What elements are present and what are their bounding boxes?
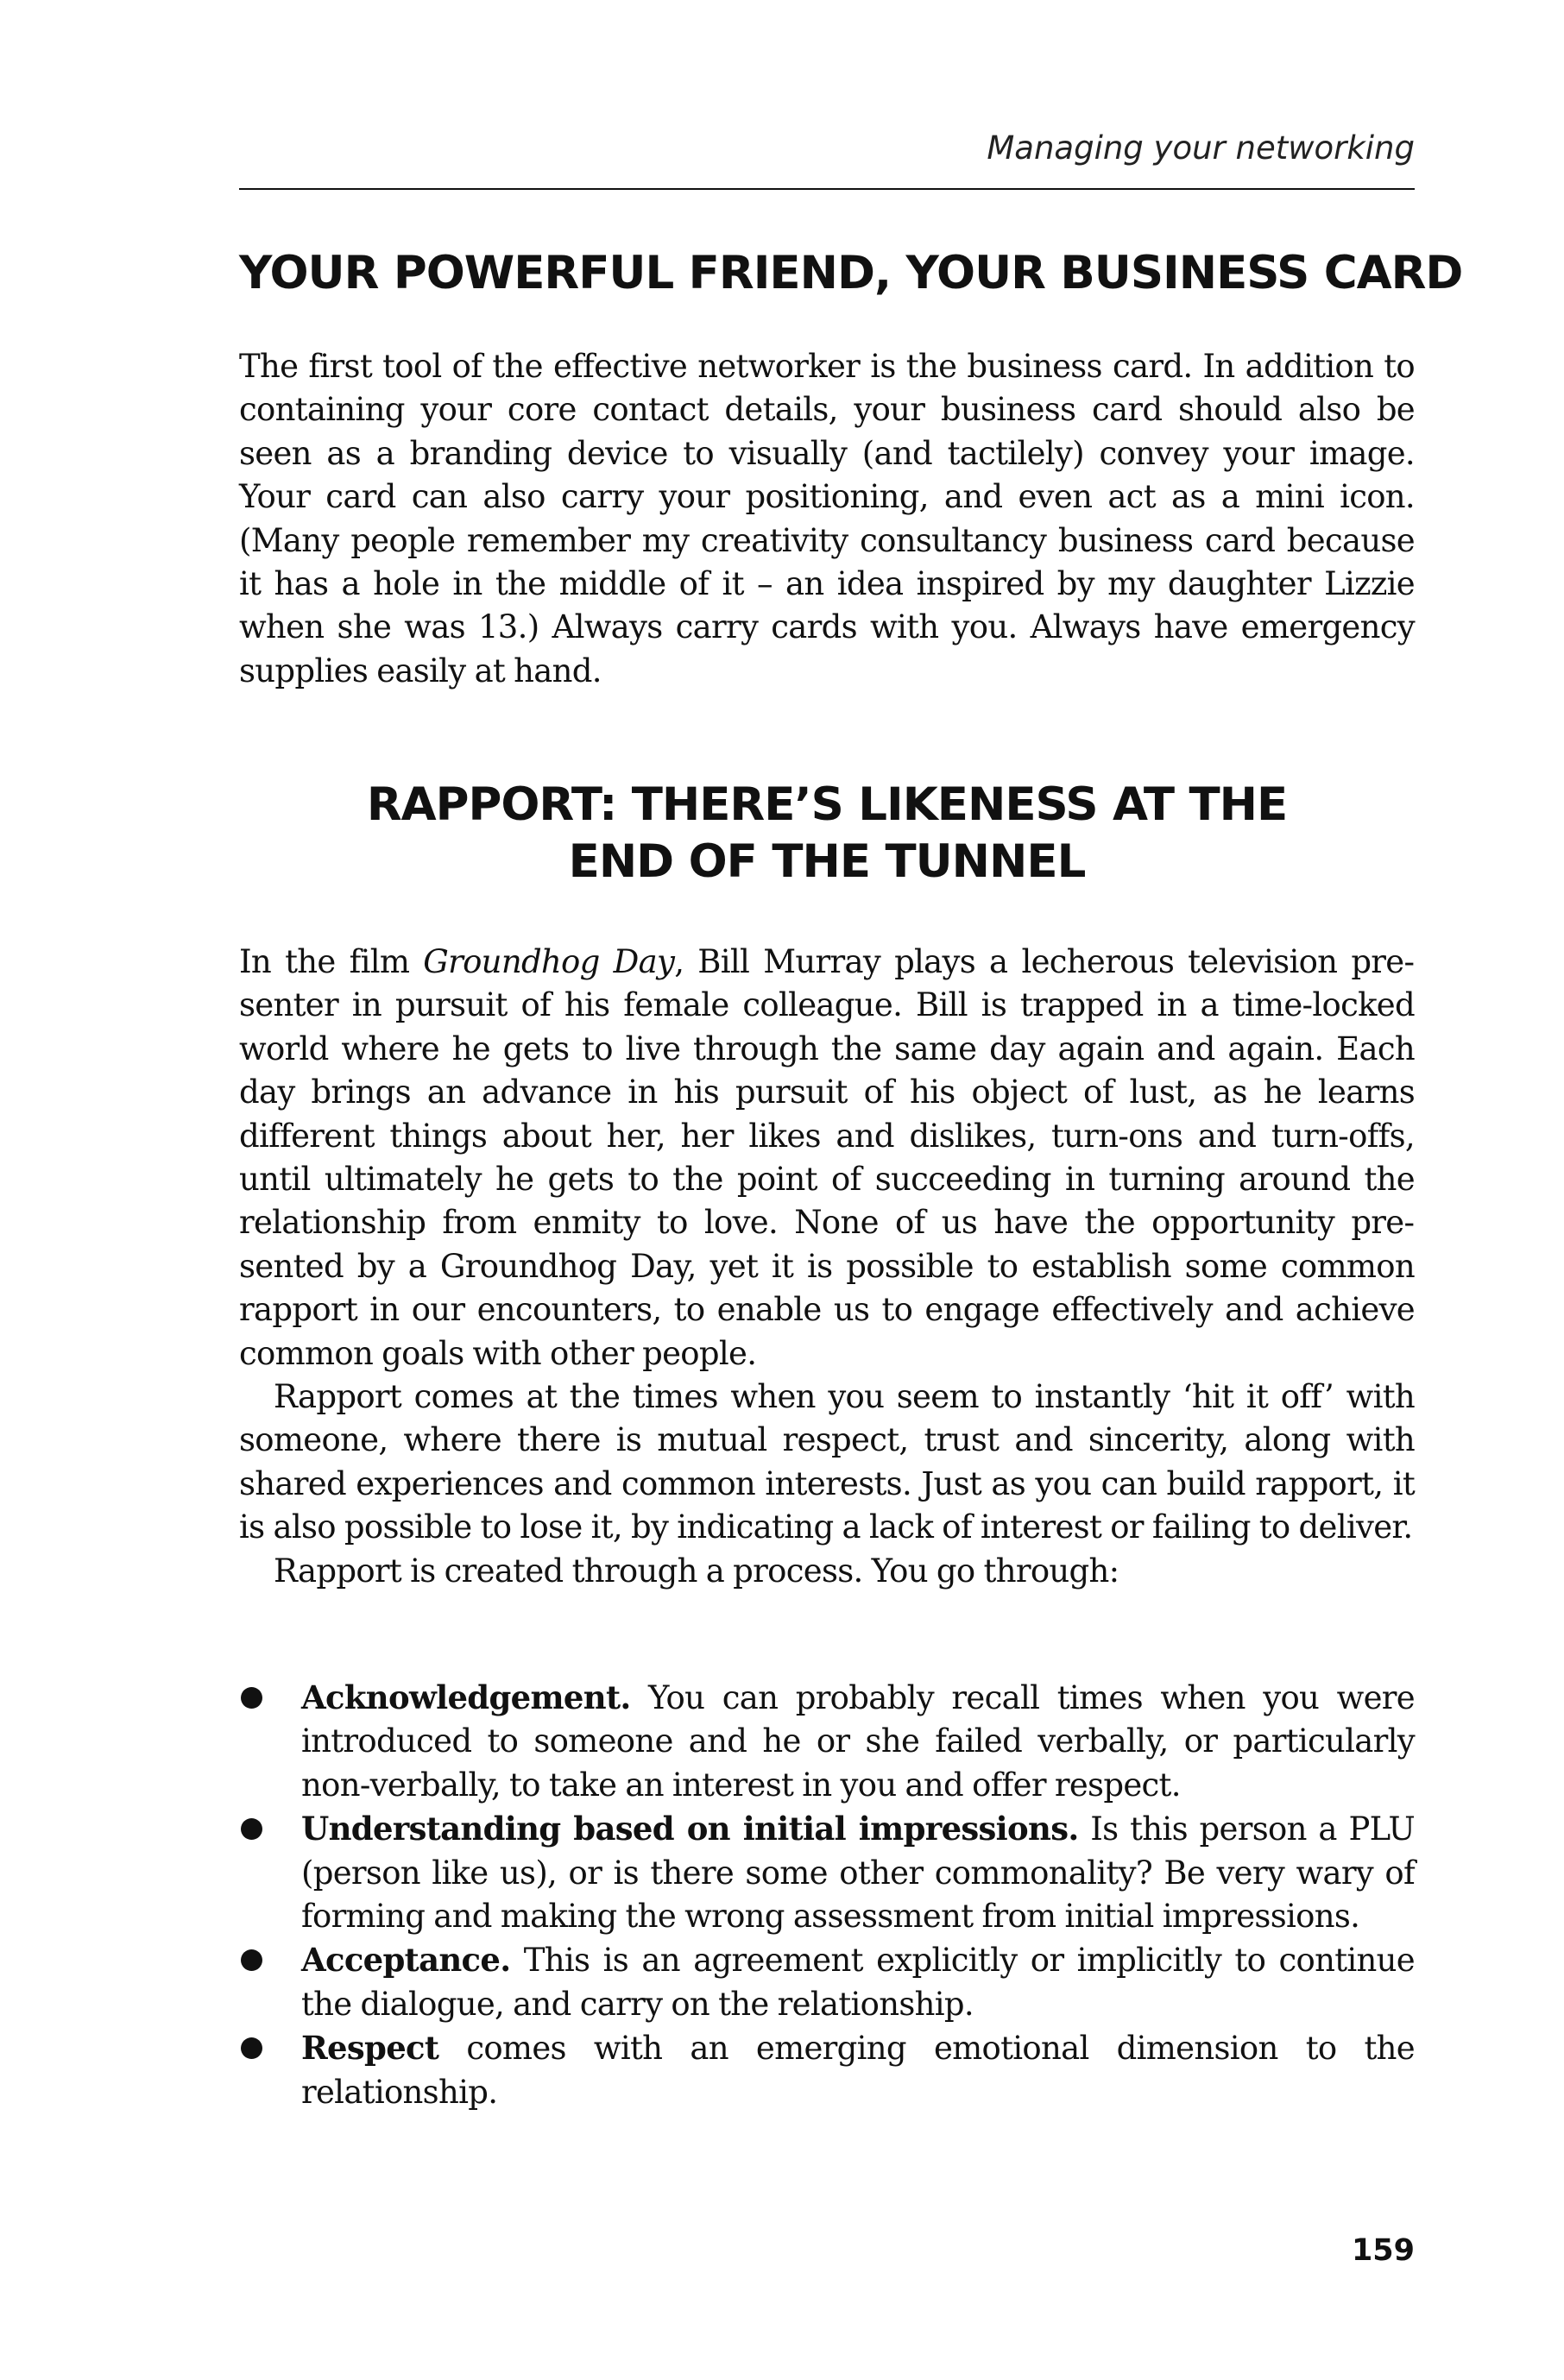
section-heading-rapport-line1: RAPPORT: THERE’S LIKENESS AT THE bbox=[366, 778, 1288, 831]
list-item bbox=[239, 1807, 1415, 1938]
header-rule bbox=[239, 188, 1415, 190]
paragraph-rapport-definition: Rapport comes at the times when you seem to instantly ‘hit it off’ with someone, where there is mutual respect, trust and sincerity, along with shared experiences and common interests. Just as you can build rapport, it is also possible to lose it, by indicating a lack of interest or failing to deliver. bbox=[239, 1378, 1415, 1546]
section-heading-rapport-line2: END OF THE TUNNEL bbox=[568, 835, 1086, 888]
film-title: Groundhog Day bbox=[423, 943, 675, 980]
paragraph-groundhog-day-start: In the film bbox=[239, 943, 424, 980]
book-page bbox=[239, 0, 1463, 2380]
list-item-lead: Acceptance. bbox=[301, 1941, 511, 1980]
paragraph-groundhog-day bbox=[239, 941, 1415, 1376]
section-body-business-card bbox=[239, 345, 1415, 693]
paragraph-rapport-process: Rapport is created through a process. You go through: bbox=[274, 1552, 1119, 1590]
list-item-lead: Understanding based on initial impressions. bbox=[301, 1810, 1079, 1848]
section-heading-rapport bbox=[239, 777, 1415, 891]
page-number: 159 bbox=[1351, 2233, 1415, 2268]
section-body-rapport bbox=[239, 941, 1415, 1593]
list-item bbox=[239, 2026, 1415, 2114]
list-item-text: Is this person a PLU (person like us), or is there some other commonality? Be very wary of forming and making the wrong assessment from initial impressions. bbox=[301, 1810, 1416, 1936]
section-heading-business-card: YOUR POWERFUL FRIEND, YOUR BUSINESS CARD bbox=[239, 247, 1463, 299]
list-item-lead: Acknowledgement. bbox=[301, 1678, 631, 1716]
list-item-text: comes with an emerging emotional dimension to the relationship. bbox=[301, 2030, 1415, 2111]
list-item bbox=[239, 1938, 1415, 2026]
list-item bbox=[239, 1676, 1415, 1807]
paragraph-groundhog-day-rest: , Bill Murray plays a lecherous television presenter in pursuit of his female colleague. Bill is trapped in a time-locked world where he gets to live through the same day again and again. Each day brings an advance in his pursuit of his object of lust, as he learns different things about her, her likes and dislikes, turn-ons and turn-offs, until ultimately he gets to the point of succeeding in turning around the relationship from enmity to love. None of us have the opportunity presented by a Groundhog Day, yet it is possible to establish some common rapport in our encounters, to enable us to engage effectively and achieve common goals with other people. bbox=[239, 943, 1415, 1372]
list-item-text: This is an agreement explicitly or implicitly to continue the dialogue, and carry on the relationship. bbox=[301, 1942, 1415, 2023]
list-item-text: You can probably recall times when you were introduced to someone and he or she failed verbally, or particularly non-verbally, to take an interest in you and offer respect. bbox=[301, 1679, 1415, 1804]
bullet-icon bbox=[241, 1949, 262, 1971]
bullet-icon bbox=[241, 1818, 262, 1840]
rapport-process-list bbox=[239, 1676, 1415, 2114]
running-head: Managing your networking bbox=[987, 129, 1415, 167]
bullet-icon bbox=[241, 1687, 262, 1709]
paragraph-business-card: The first tool of the effective networker is the business card. In addition to containing your core contact details, your business card should also be seen as a branding device to visually (and tactilely) convey your image. Your card can also carry your positioning, and even act as a mini icon. (Many people remember my creativity consultancy business card because it has a hole in the middle of it – an idea inspired by my daughter Lizzie when she was 13.) Always carry cards with you. Always have emergency supplies easily at hand. bbox=[239, 348, 1415, 689]
bullet-icon bbox=[241, 2037, 262, 2059]
list-item-lead: Respect bbox=[301, 2029, 439, 2068]
